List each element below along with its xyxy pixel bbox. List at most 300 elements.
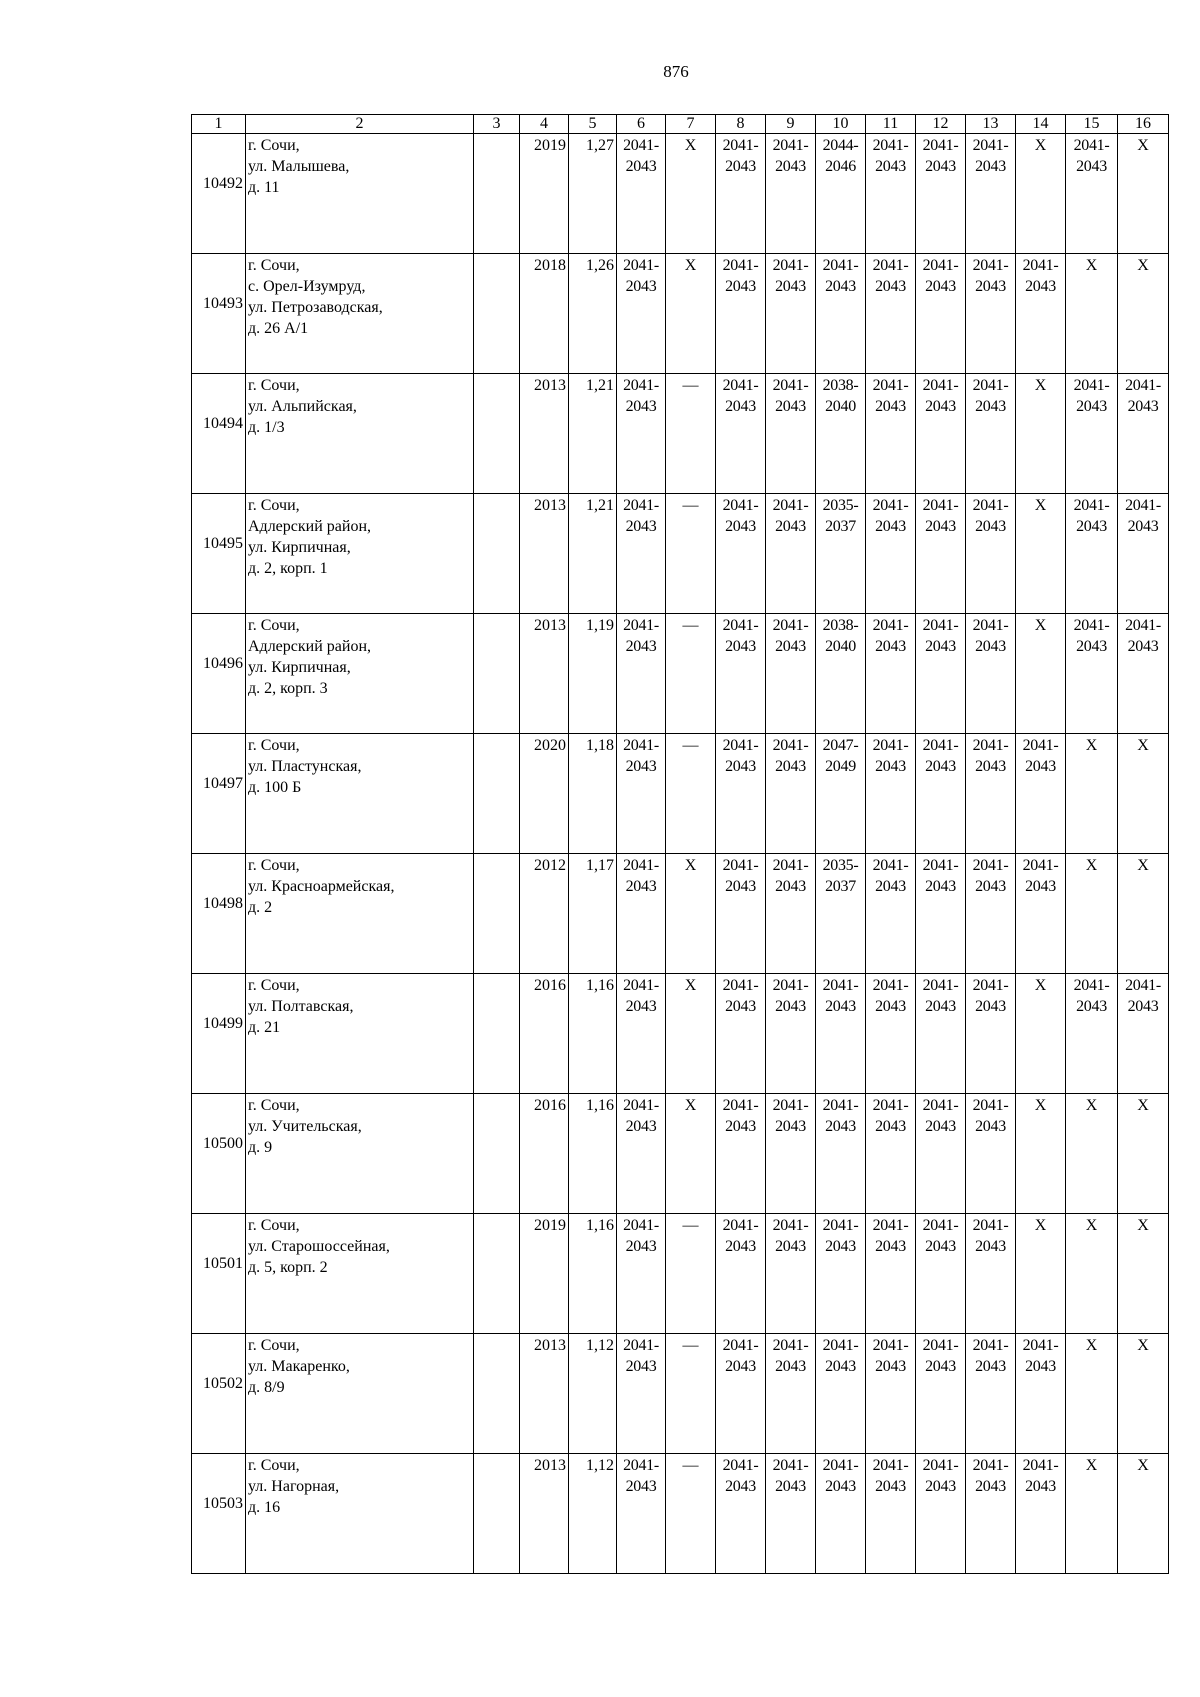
year-cell: 2013 xyxy=(520,614,569,734)
range-end: 2043 xyxy=(725,158,756,175)
cell-c3 xyxy=(474,734,520,854)
range-end: 2043 xyxy=(725,758,756,775)
cell-c16 xyxy=(1118,974,1169,1094)
range-start: 2041- xyxy=(872,1217,909,1234)
coefficient-cell: 1,19 xyxy=(569,614,617,734)
record-number-cell xyxy=(192,1454,246,1574)
cell-c13 xyxy=(966,974,1016,1094)
cell-c11 xyxy=(866,1094,916,1214)
range-end: 2043 xyxy=(875,638,906,655)
range-start: 2041- xyxy=(772,617,809,634)
registry-table xyxy=(191,114,1169,1574)
cell-c14: X xyxy=(1016,374,1066,494)
range-end: 2043 xyxy=(975,1118,1006,1135)
range-start: 2041- xyxy=(922,1097,959,1114)
table-row xyxy=(192,1094,1169,1214)
range-start: 2041- xyxy=(972,857,1009,874)
range-start: 2041- xyxy=(1073,137,1110,154)
range-start: 2041- xyxy=(972,617,1009,634)
year-cell: 2020 xyxy=(520,734,569,854)
range-end: 2043 xyxy=(725,638,756,655)
range-end: 2043 xyxy=(1127,518,1159,535)
record-number: 10495 xyxy=(203,535,243,552)
cell-c8 xyxy=(716,854,766,974)
record-number: 10497 xyxy=(203,775,243,792)
cell-c12 xyxy=(916,614,966,734)
range-start: 2041- xyxy=(1125,497,1161,514)
year-cell: 2016 xyxy=(520,1094,569,1214)
range-end: 2043 xyxy=(825,1238,856,1255)
range-end: 2046 xyxy=(825,158,856,175)
range-start: 2041- xyxy=(772,377,809,394)
range-start: 2041- xyxy=(922,857,959,874)
range-start: 2041- xyxy=(972,1457,1009,1474)
range-end: 2043 xyxy=(875,158,906,175)
cell-c13 xyxy=(966,134,1016,254)
cell-c10 xyxy=(816,374,866,494)
range-start: 2041- xyxy=(822,257,859,274)
range-end: 2043 xyxy=(775,1478,806,1495)
cell-c12 xyxy=(916,1214,966,1334)
table-row xyxy=(192,254,1169,374)
cell-c7: — xyxy=(666,374,716,494)
address-line: ул. Красноармейская, xyxy=(248,878,395,895)
range-start: 2041- xyxy=(872,737,909,754)
range-end: 2043 xyxy=(925,758,956,775)
cell-c15: X xyxy=(1066,254,1118,374)
range-end: 2043 xyxy=(625,1358,657,1375)
cell-c9 xyxy=(766,494,816,614)
range-end: 2043 xyxy=(625,998,657,1015)
range-start: 2041- xyxy=(922,497,959,514)
cell-c11 xyxy=(866,1454,916,1574)
range-end: 2043 xyxy=(725,1478,756,1495)
range-end: 2043 xyxy=(725,1118,756,1135)
column-header-2: 2 xyxy=(246,115,474,134)
range-start: 2041- xyxy=(772,857,809,874)
range-end: 2043 xyxy=(925,878,956,895)
range-start: 2041- xyxy=(722,257,759,274)
cell-c3 xyxy=(474,1454,520,1574)
record-number: 10503 xyxy=(203,1495,243,1512)
range-start: 2041- xyxy=(972,977,1009,994)
cell-c15 xyxy=(1066,374,1118,494)
year-cell: 2013 xyxy=(520,374,569,494)
range-start: 2041- xyxy=(772,737,809,754)
table-row xyxy=(192,614,1169,734)
cell-c15 xyxy=(1066,974,1118,1094)
cell-c8 xyxy=(716,134,766,254)
range-end: 2043 xyxy=(1025,1358,1056,1375)
address-line: д. 2, корп. 3 xyxy=(248,680,328,697)
column-header-1: 1 xyxy=(192,115,246,134)
range-end: 2043 xyxy=(625,1118,657,1135)
cell-c14: X xyxy=(1016,1214,1066,1334)
range-start: 2041- xyxy=(872,1097,909,1114)
cell-c8 xyxy=(716,734,766,854)
range-start: 2041- xyxy=(623,137,659,154)
cell-c14 xyxy=(1016,854,1066,974)
address-line: д. 5, корп. 2 xyxy=(248,1259,328,1276)
address-line: ул. Старошоссейная, xyxy=(248,1238,390,1255)
range-start: 2041- xyxy=(1073,977,1110,994)
address-line: д. 16 xyxy=(248,1499,281,1516)
range-start: 2041- xyxy=(722,377,759,394)
range-start: 2041- xyxy=(1125,617,1161,634)
range-start: 2041- xyxy=(822,977,859,994)
address-line: г. Сочи, xyxy=(248,1217,300,1234)
cell-c11 xyxy=(866,734,916,854)
cell-c16: X xyxy=(1118,734,1169,854)
cell-c16: X xyxy=(1118,1214,1169,1334)
range-start: 2041- xyxy=(1022,257,1059,274)
coefficient-cell: 1,17 xyxy=(569,854,617,974)
cell-c11 xyxy=(866,1214,916,1334)
address-line: д. 11 xyxy=(248,179,280,196)
range-end: 2043 xyxy=(925,398,956,415)
cell-c12 xyxy=(916,854,966,974)
column-header-15: 15 xyxy=(1066,115,1118,134)
range-start: 2041- xyxy=(972,1217,1009,1234)
address-line: с. Орел-Изумруд, xyxy=(248,278,366,295)
range-end: 2043 xyxy=(625,1478,657,1495)
range-end: 2040 xyxy=(825,638,856,655)
cell-c10 xyxy=(816,1094,866,1214)
address-line: г. Сочи, xyxy=(248,1457,300,1474)
range-end: 2043 xyxy=(825,998,856,1015)
cell-c6 xyxy=(617,854,666,974)
range-start: 2038- xyxy=(822,617,859,634)
address-line: ул. Учительская, xyxy=(248,1118,362,1135)
cell-c7: — xyxy=(666,1454,716,1574)
cell-c10 xyxy=(816,134,866,254)
range-start: 2041- xyxy=(872,617,909,634)
range-end: 2043 xyxy=(925,1358,956,1375)
cell-c16: X xyxy=(1118,1334,1169,1454)
address-line: ул. Пластунская, xyxy=(248,758,362,775)
year-cell: 2018 xyxy=(520,254,569,374)
range-start: 2041- xyxy=(822,1337,859,1354)
coefficient-cell: 1,16 xyxy=(569,974,617,1094)
address-line: ул. Малышева, xyxy=(248,158,350,175)
range-end: 2043 xyxy=(975,278,1006,295)
cell-c3 xyxy=(474,1094,520,1214)
table-row xyxy=(192,374,1169,494)
cell-c16: X xyxy=(1118,1454,1169,1574)
cell-c14 xyxy=(1016,254,1066,374)
record-number: 10499 xyxy=(203,1015,243,1032)
address-line: ул. Петрозаводская, xyxy=(248,299,383,316)
range-end: 2043 xyxy=(1076,158,1107,175)
cell-c9 xyxy=(766,374,816,494)
cell-c8 xyxy=(716,1094,766,1214)
range-end: 2043 xyxy=(775,398,806,415)
range-end: 2043 xyxy=(975,158,1006,175)
range-end: 2043 xyxy=(725,278,756,295)
cell-c12 xyxy=(916,1334,966,1454)
range-start: 2041- xyxy=(1073,617,1110,634)
coefficient-cell: 1,12 xyxy=(569,1454,617,1574)
record-number: 10496 xyxy=(203,655,243,672)
address-line: Адлерский район, xyxy=(248,638,372,655)
cell-c3 xyxy=(474,254,520,374)
range-end: 2043 xyxy=(725,398,756,415)
cell-c12 xyxy=(916,974,966,1094)
range-start: 2041- xyxy=(722,1217,759,1234)
range-start: 2047- xyxy=(822,737,859,754)
range-end: 2043 xyxy=(1076,518,1107,535)
range-end: 2043 xyxy=(875,1358,906,1375)
range-start: 2041- xyxy=(1073,497,1110,514)
range-start: 2041- xyxy=(972,1097,1009,1114)
range-start: 2041- xyxy=(772,137,809,154)
range-end: 2043 xyxy=(1025,278,1056,295)
address-line: ул. Нагорная, xyxy=(248,1478,340,1495)
cell-c12 xyxy=(916,734,966,854)
address-line: д. 100 Б xyxy=(248,779,302,796)
cell-c9 xyxy=(766,1094,816,1214)
cell-c7: — xyxy=(666,734,716,854)
range-end: 2043 xyxy=(775,998,806,1015)
cell-c9 xyxy=(766,734,816,854)
cell-c10 xyxy=(816,1214,866,1334)
address-line: г. Сочи, xyxy=(248,1337,300,1354)
year-cell: 2019 xyxy=(520,1214,569,1334)
range-end: 2043 xyxy=(775,878,806,895)
range-start: 2041- xyxy=(822,1217,859,1234)
range-end: 2043 xyxy=(975,1478,1006,1495)
range-end: 2043 xyxy=(625,398,657,415)
range-start: 2041- xyxy=(922,137,959,154)
record-number: 10493 xyxy=(203,295,243,312)
range-start: 2041- xyxy=(922,737,959,754)
range-end: 2043 xyxy=(775,1238,806,1255)
column-header-16: 16 xyxy=(1118,115,1169,134)
cell-c3 xyxy=(474,134,520,254)
address-line: ул. Альпийская, xyxy=(248,398,357,415)
cell-c3 xyxy=(474,1334,520,1454)
range-end: 2043 xyxy=(775,278,806,295)
range-end: 2043 xyxy=(975,998,1006,1015)
range-start: 2041- xyxy=(972,737,1009,754)
cell-c10 xyxy=(816,254,866,374)
range-end: 2043 xyxy=(1025,758,1056,775)
range-end: 2043 xyxy=(625,638,657,655)
range-end: 2037 xyxy=(825,518,856,535)
cell-c9 xyxy=(766,974,816,1094)
range-end: 2043 xyxy=(925,998,956,1015)
column-header-11: 11 xyxy=(866,115,916,134)
range-end: 2043 xyxy=(725,518,756,535)
column-header-6: 6 xyxy=(617,115,666,134)
address-line: д. 21 xyxy=(248,1019,281,1036)
cell-c13 xyxy=(966,1334,1016,1454)
address-line: г. Сочи, xyxy=(248,137,300,154)
range-end: 2043 xyxy=(1127,638,1159,655)
cell-c11 xyxy=(866,614,916,734)
range-start: 2041- xyxy=(722,737,759,754)
year-cell: 2016 xyxy=(520,974,569,1094)
range-start: 2041- xyxy=(872,1337,909,1354)
table-row xyxy=(192,494,1169,614)
coefficient-cell: 1,21 xyxy=(569,374,617,494)
range-end: 2043 xyxy=(975,638,1006,655)
cell-c7: X xyxy=(666,854,716,974)
range-end: 2043 xyxy=(975,398,1006,415)
cell-c13 xyxy=(966,374,1016,494)
range-end: 2043 xyxy=(975,1358,1006,1375)
address-cell xyxy=(246,1214,474,1334)
year-cell: 2013 xyxy=(520,494,569,614)
year-cell: 2019 xyxy=(520,134,569,254)
cell-c6 xyxy=(617,1094,666,1214)
address-cell xyxy=(246,1454,474,1574)
cell-c11 xyxy=(866,974,916,1094)
column-header-12: 12 xyxy=(916,115,966,134)
range-end: 2037 xyxy=(825,878,856,895)
range-end: 2043 xyxy=(925,278,956,295)
range-end: 2049 xyxy=(825,758,856,775)
range-end: 2043 xyxy=(725,1238,756,1255)
table-row xyxy=(192,734,1169,854)
column-header-4: 4 xyxy=(520,115,569,134)
column-header-8: 8 xyxy=(716,115,766,134)
column-header-13: 13 xyxy=(966,115,1016,134)
table-row xyxy=(192,1454,1169,1574)
record-number-cell xyxy=(192,374,246,494)
cell-c8 xyxy=(716,1214,766,1334)
range-end: 2043 xyxy=(725,1358,756,1375)
range-end: 2043 xyxy=(925,518,956,535)
cell-c13 xyxy=(966,494,1016,614)
cell-c3 xyxy=(474,1214,520,1334)
coefficient-cell: 1,18 xyxy=(569,734,617,854)
range-end: 2043 xyxy=(975,518,1006,535)
cell-c13 xyxy=(966,254,1016,374)
cell-c6 xyxy=(617,254,666,374)
cell-c11 xyxy=(866,134,916,254)
address-line: г. Сочи, xyxy=(248,617,300,634)
range-start: 2041- xyxy=(623,977,659,994)
cell-c6 xyxy=(617,974,666,1094)
cell-c8 xyxy=(716,1334,766,1454)
range-start: 2041- xyxy=(623,1337,659,1354)
cell-c7: X xyxy=(666,254,716,374)
cell-c15: X xyxy=(1066,734,1118,854)
range-start: 2041- xyxy=(822,1457,859,1474)
cell-c6 xyxy=(617,1454,666,1574)
cell-c13 xyxy=(966,1094,1016,1214)
range-end: 2043 xyxy=(1025,878,1056,895)
range-end: 2043 xyxy=(825,1118,856,1135)
record-number-cell xyxy=(192,974,246,1094)
cell-c3 xyxy=(474,494,520,614)
address-line: ул. Макаренко, xyxy=(248,1358,350,1375)
cell-c14: X xyxy=(1016,974,1066,1094)
cell-c15: X xyxy=(1066,1094,1118,1214)
range-start: 2035- xyxy=(822,497,859,514)
range-start: 2041- xyxy=(772,1217,809,1234)
cell-c9 xyxy=(766,134,816,254)
range-start: 2038- xyxy=(822,377,859,394)
record-number-cell xyxy=(192,1094,246,1214)
address-line: ул. Полтавская, xyxy=(248,998,354,1015)
record-number: 10494 xyxy=(203,415,243,432)
cell-c15 xyxy=(1066,494,1118,614)
cell-c3 xyxy=(474,974,520,1094)
column-header-7: 7 xyxy=(666,115,716,134)
coefficient-cell: 1,12 xyxy=(569,1334,617,1454)
range-end: 2043 xyxy=(775,1118,806,1135)
range-start: 2041- xyxy=(872,377,909,394)
cell-c8 xyxy=(716,614,766,734)
cell-c11 xyxy=(866,1334,916,1454)
range-end: 2040 xyxy=(825,398,856,415)
cell-c12 xyxy=(916,1094,966,1214)
range-end: 2043 xyxy=(775,1358,806,1375)
range-end: 2043 xyxy=(975,878,1006,895)
range-start: 2041- xyxy=(972,257,1009,274)
address-line: Адлерский район, xyxy=(248,518,372,535)
range-end: 2043 xyxy=(875,278,906,295)
range-end: 2043 xyxy=(775,158,806,175)
record-number-cell xyxy=(192,134,246,254)
cell-c6 xyxy=(617,134,666,254)
range-start: 2041- xyxy=(972,377,1009,394)
table-body xyxy=(192,134,1169,1574)
cell-c14 xyxy=(1016,734,1066,854)
cell-c11 xyxy=(866,254,916,374)
cell-c12 xyxy=(916,134,966,254)
cell-c15 xyxy=(1066,614,1118,734)
range-end: 2043 xyxy=(625,158,657,175)
table-row xyxy=(192,134,1169,254)
year-cell: 2013 xyxy=(520,1454,569,1574)
range-start: 2041- xyxy=(922,1337,959,1354)
range-start: 2041- xyxy=(623,857,659,874)
range-end: 2043 xyxy=(725,878,756,895)
cell-c13 xyxy=(966,614,1016,734)
table-row xyxy=(192,1214,1169,1334)
range-start: 2041- xyxy=(872,977,909,994)
address-line: г. Сочи, xyxy=(248,1097,300,1114)
address-line: д. 2 xyxy=(248,899,273,916)
address-cell xyxy=(246,134,474,254)
table-header xyxy=(192,115,1169,134)
cell-c14: X xyxy=(1016,494,1066,614)
range-end: 2043 xyxy=(875,1118,906,1135)
cell-c10 xyxy=(816,854,866,974)
range-end: 2043 xyxy=(875,518,906,535)
range-start: 2041- xyxy=(623,1217,659,1234)
range-start: 2041- xyxy=(623,737,659,754)
cell-c6 xyxy=(617,734,666,854)
page-number: 876 xyxy=(663,62,689,81)
range-end: 2043 xyxy=(925,1478,956,1495)
range-start: 2041- xyxy=(972,1337,1009,1354)
cell-c10 xyxy=(816,1454,866,1574)
range-end: 2043 xyxy=(1127,998,1159,1015)
cell-c14 xyxy=(1016,1454,1066,1574)
cell-c16: X xyxy=(1118,134,1169,254)
cell-c7: — xyxy=(666,614,716,734)
address-line: г. Сочи, xyxy=(248,857,300,874)
range-start: 2041- xyxy=(623,377,659,394)
range-end: 2043 xyxy=(875,398,906,415)
cell-c8 xyxy=(716,254,766,374)
year-cell: 2013 xyxy=(520,1334,569,1454)
range-end: 2043 xyxy=(725,998,756,1015)
